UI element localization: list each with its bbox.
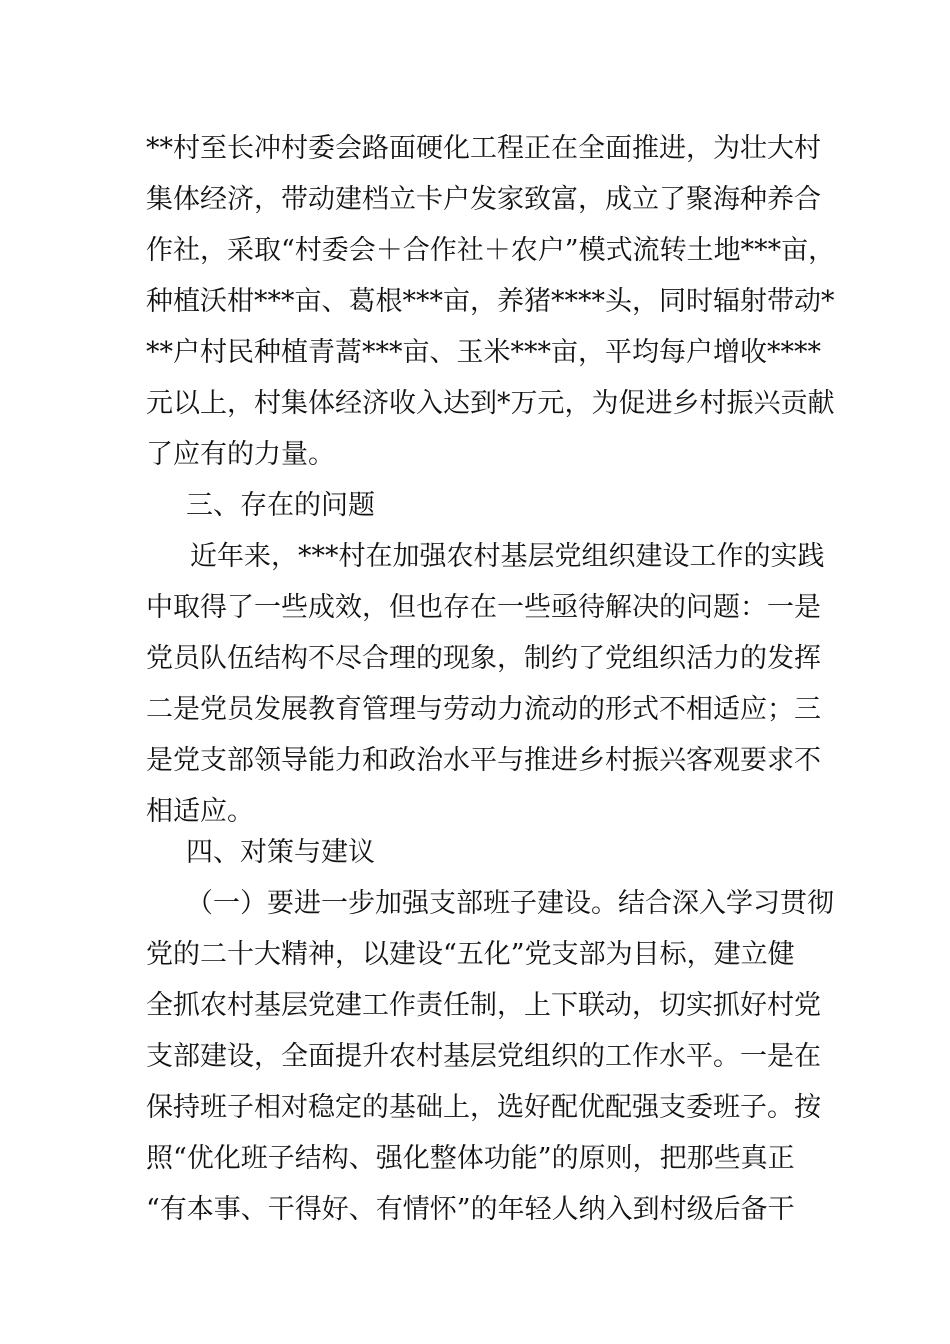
paragraph-line: 全抓农村基层党建工作责任制，上下联动，切实抓好村党 bbox=[146, 990, 821, 1021]
paragraph-line: 保持班子相对稳定的基础上，选好配优配强支委班子。按 bbox=[146, 1092, 821, 1123]
paragraph-line: **村至长冲村委会路面硬化工程正在全面推进，为壮大村 bbox=[146, 133, 821, 164]
paragraph-line: 种植沃柑***亩、葛根***亩，养猪****头，同时辐射带动* bbox=[146, 286, 835, 317]
paragraph-line: 中取得了一些成效，但也存在一些亟待解决的问题：一是 bbox=[146, 592, 821, 623]
paragraph-line: **户村民种植青蒿***亩、玉米***亩，平均每户增收**** bbox=[146, 337, 821, 368]
paragraph-line: 支部建设，全面提升农村基层党组织的工作水平。一是在 bbox=[146, 1041, 821, 1072]
paragraph-line: 是党支部领导能力和政治水平与推进乡村振兴客观要求不 bbox=[146, 745, 821, 776]
paragraph-line: 相适应。 bbox=[146, 796, 254, 827]
paragraph-line: 元以上，村集体经济收入达到*万元，为促进乡村振兴贡献 bbox=[146, 388, 835, 419]
section-heading: 四、对策与建议 bbox=[186, 837, 375, 868]
paragraph-line: 党的二十大精神，以建设“五化”党支部为目标，建立健 bbox=[146, 939, 795, 970]
paragraph-line: 作社，采取“村委会＋合作社＋农户”模式流转土地***亩， bbox=[146, 235, 836, 266]
paragraph-line: 了应有的力量。 bbox=[146, 439, 335, 470]
section-heading: 三、存在的问题 bbox=[186, 490, 375, 521]
paragraph-line: （一）要进一步加强支部班子建设。结合深入学习贯彻 bbox=[186, 888, 834, 919]
paragraph-line: 党员队伍结构不尽合理的现象，制约了党组织活力的发挥 bbox=[146, 643, 821, 674]
paragraph-line: 近年来，***村在加强农村基层党组织建设工作的实践 bbox=[190, 541, 825, 572]
paragraph-line: 照“优化班子结构、强化整体功能”的原则，把那些真正 bbox=[146, 1143, 795, 1174]
paragraph-line: “有本事、干得好、有情怀”的年轻人纳入到村级后备干 bbox=[146, 1194, 795, 1225]
paragraph-line: 集体经济，带动建档立卡户发家致富，成立了聚海种养合 bbox=[146, 184, 821, 215]
paragraph-line: 二是党员发展教育管理与劳动力流动的形式不相适应；三 bbox=[146, 694, 821, 725]
